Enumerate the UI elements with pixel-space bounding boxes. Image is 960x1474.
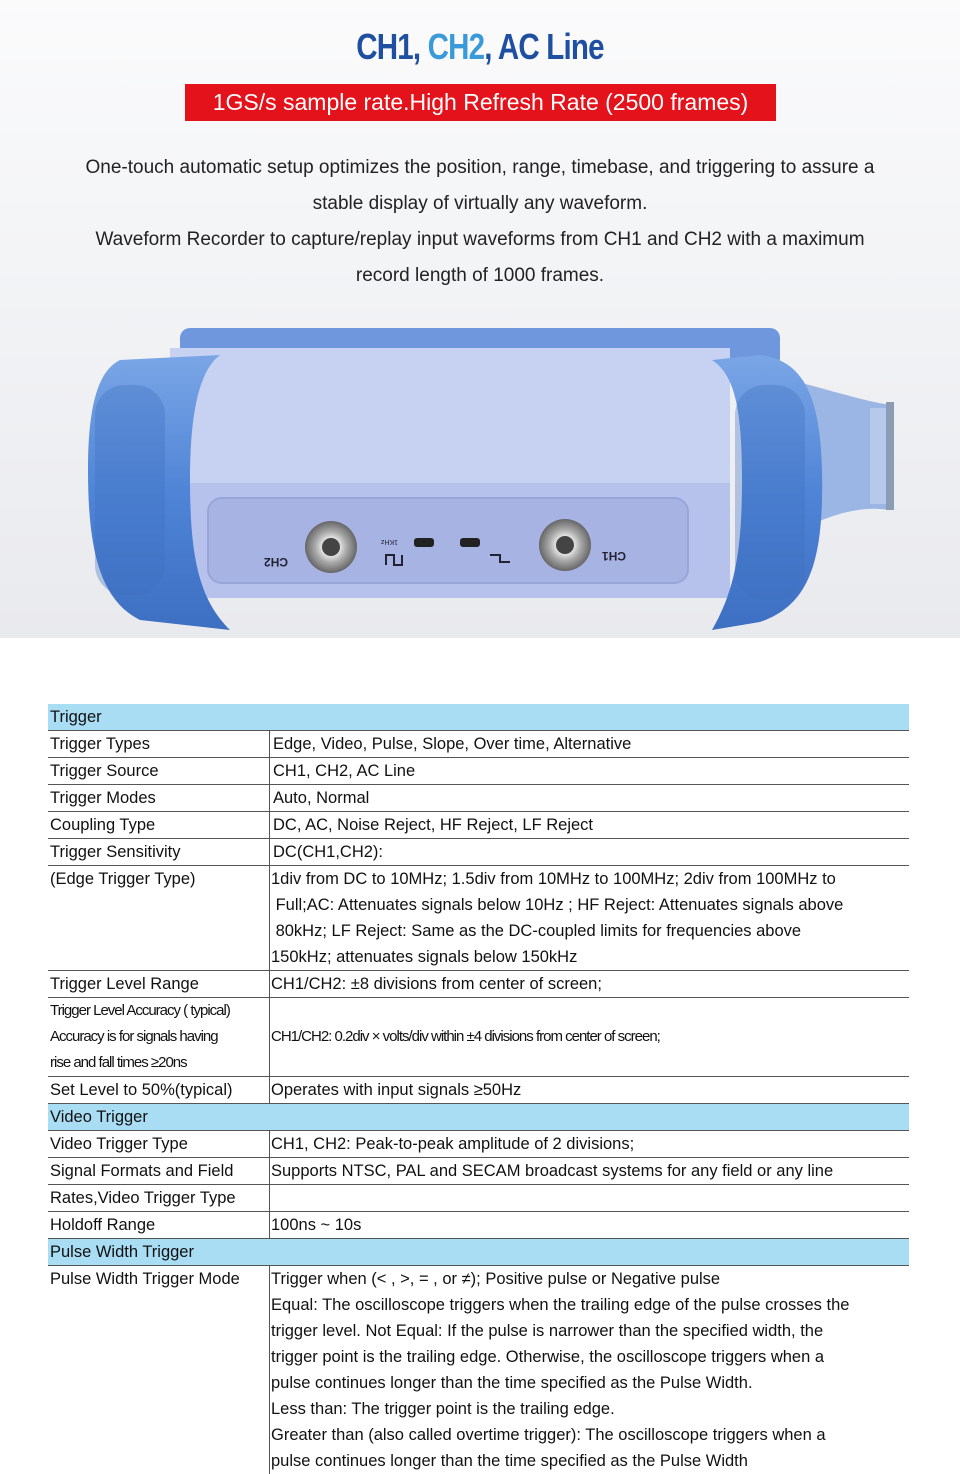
pulse-width-details: Trigger when (< , >, = , or ≠); Positive pulse or Negative pulse Equal: The oscilloscope triggers when the trailing edge of the pulse crosses the trigger level. Not Equal: If the pulse is narrower than the specified width, the trigger point is the trailing edge. Otherwise, the oscilloscope triggers when a pulse continues longer than the time specified as the Pulse Width. Less than: The trigger point is the trailing edge. Greater than (also called overtime trigger): The oscilloscope triggers when a pulse continues longer than the time specified as the Pulse Width — [270, 1266, 910, 1474]
svg-text:1KHz: 1KHz — [380, 538, 398, 545]
table-row: Holdoff Range 100ns ~ 10s — [48, 1212, 909, 1239]
table-row: Pulse Width Trigger Mode Trigger when (< , >, = , or ≠); Positive pulse or Negative pulse Equal: The oscilloscope triggers when the trailing edge of the pulse crosses the trigger level. Not Equal: If the pulse is narrower than the specified width, the trigger point is the trailing edge. Otherwise, the oscilloscope triggers when a pulse continues longer than the time specified as the Pulse Width. Less than: The trigger point is the trailing edge. Greater than (also called overtime trigger): The oscilloscope triggers when a pulse continues longer than the time specified as the Pulse Width — [48, 1266, 909, 1474]
accuracy-label: Trigger Level Accuracy ( typical) Accuracy is for signals having rise and fall times ≥20ns — [48, 998, 270, 1077]
table-row: (Edge Trigger Type) 1div from DC to 10MHz; 1.5div from 10MHz to 100MHz; 2div from 100MHz to Full;AC: Attenuates signals below 10Hz ; HF Reject: Attenuates signals above 80kHz; LF Reject: Same as the DC-coupled limits for frequencies above 150kHz; attenuates signals below 150kHz — [48, 866, 909, 971]
table-row: Trigger Modes Auto, Normal — [48, 785, 909, 812]
description: One-touch automatic setup optimizes the position, range, timebase, and triggering to assure a stable display of virtually any waveform. Waveform Recorder to capture/replay input waveforms from CH1 and CH2 with a maximum record length of 1000 frames. — [40, 150, 920, 294]
table-row: Video Trigger Type CH1, CH2: Peak-to-peak amplitude of 2 divisions; — [48, 1131, 909, 1158]
table-row: Trigger Types Edge, Video, Pulse, Slope, Over time, Alternative — [48, 731, 909, 758]
table-row: Signal Formats and Field Supports NTSC, PAL and SECAM broadcast systems for any field or any line — [48, 1158, 909, 1185]
table-row: Trigger Level Accuracy ( typical) Accuracy is for signals having rise and fall times ≥20ns CH1/CH2: 0.2div × volts/div within ±4 divisions from center of screen; — [48, 998, 909, 1077]
section-trigger: Trigger — [48, 704, 909, 731]
oscilloscope-image — [0, 300, 960, 638]
edge-trigger-details: 1div from DC to 10MHz; 1.5div from 10MHz to 100MHz; 2div from 100MHz to Full;AC: Attenuates signals below 10Hz ; HF Reject: Attenuates signals above 80kHz; LF Reject: Same as the DC-coupled limits for frequencies above 150kHz; attenuates signals below 150kHz — [270, 866, 910, 971]
section-pulse-width-trigger: Pulse Width Trigger — [48, 1239, 909, 1266]
svg-text:CH1: CH1 — [602, 549, 626, 563]
table-row: Set Level to 50%(typical) Operates with input signals ≥50Hz — [48, 1077, 909, 1104]
section-video-trigger: Video Trigger — [48, 1104, 909, 1131]
table-row: Trigger Source CH1, CH2, AC Line — [48, 758, 909, 785]
red-banner: 1GS/s sample rate.High Refresh Rate (2500 frames) — [185, 84, 776, 121]
table-row: Trigger Sensitivity DC(CH1,CH2): — [48, 839, 909, 866]
spec-table — [48, 704, 909, 1474]
table-row: Coupling Type DC, AC, Noise Reject, HF Reject, LF Reject — [48, 812, 909, 839]
table-row: Trigger Level Range CH1/CH2: ±8 divisions from center of screen; — [48, 971, 909, 998]
table-row: Rates,Video Trigger Type — [48, 1185, 909, 1212]
product-hero — [0, 0, 960, 638]
svg-text:CH2: CH2 — [264, 555, 288, 569]
page-title: CH1, CH2, AC Line — [86, 26, 873, 68]
